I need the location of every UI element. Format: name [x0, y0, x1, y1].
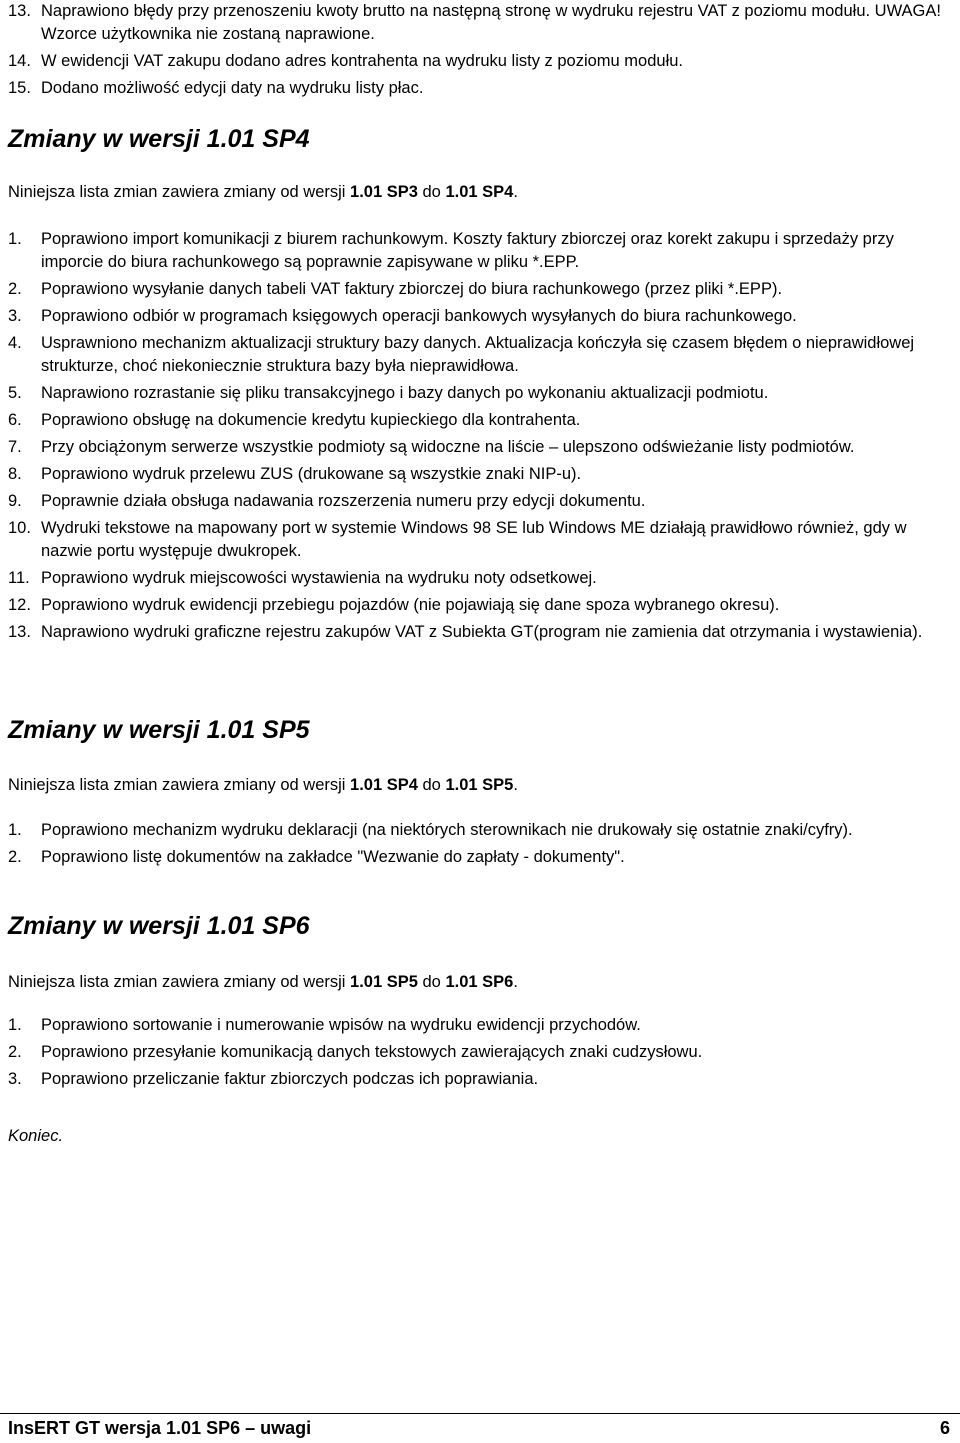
- list-item: [0, 1014, 960, 1037]
- list-item-text: Poprawiono wydruk przelewu ZUS (drukowane są wszystkie znaki NIP-u).: [41, 465, 582, 483]
- list-item-text: Poprawiono przesyłanie komunikacją danych tekstowych zawierających znaki cudzysłowu.: [41, 1043, 703, 1061]
- list-item-text: Poprawiono wydruk miejscowości wystawienia na wydruku noty odsetkowej.: [41, 569, 597, 587]
- list-item-text: Naprawiono wydruki graficzne rejestru zakupów VAT z Subiekta GT(program nie zamienia dat otrzymania i wystawienia).: [41, 623, 923, 641]
- list-item-text: Wydruki tekstowe na mapowany port w systemie Windows 98 SE lub Windows ME działają prawidłowo również, gdy w nazwie portu występuje dwukropek.: [41, 519, 907, 560]
- list-item-number: 3.: [8, 1070, 22, 1088]
- list-item-text: Naprawiono rozrastanie się pliku transakcyjnego i bazy danych po wykonaniu aktualizacji podmiotu.: [41, 384, 769, 402]
- list-item: [0, 1068, 960, 1091]
- list-item-number: 1.: [8, 821, 22, 839]
- list-item: [0, 1041, 960, 1064]
- list-item: [0, 517, 960, 563]
- list-item-text: Poprawiono wysyłanie danych tabeli VAT faktury zbiorczej do biura rachunkowego (przez pliki *.EPP).: [41, 280, 783, 298]
- footer-title: InsERT GT wersja 1.01 SP6 – uwagi: [8, 1418, 312, 1438]
- list-item: [0, 594, 960, 617]
- list-item-text: Poprawiono mechanizm wydruku deklaracji (na niektórych sterownikach nie drukowały się ostatnie znaki/cyfry).: [41, 821, 853, 839]
- list-item-number: 13.: [8, 2, 31, 20]
- list-item: [0, 77, 960, 100]
- list-item-text: Poprawiono obsługę na dokumencie kredytu kupieckiego dla kontrahenta.: [41, 411, 581, 429]
- list-item: [0, 567, 960, 590]
- section-sp5-intro-block: [0, 774, 960, 797]
- list-item-number: 8.: [8, 465, 22, 483]
- list-item-number: 1.: [8, 1016, 22, 1034]
- list-item: [0, 621, 960, 644]
- section-sp6-intro-block: [0, 971, 960, 994]
- list-item: [0, 332, 960, 378]
- list-item-number: 2.: [8, 280, 22, 298]
- list-item-number: 3.: [8, 307, 22, 325]
- section-title: Zmiany w wersji 1.01 SP4: [8, 125, 310, 153]
- list-item-text: Poprawiono import komunikacji z biurem rachunkowym. Koszty faktury zbiorczej oraz korekt zakupu i sprzedaży przy imporcie do biura rachunkowego są poprawnie zapisywane w pliku *.EPP.: [41, 230, 894, 271]
- list-item-number: 6.: [8, 411, 22, 429]
- list-item-text: Naprawiono błędy przy przenoszeniu kwoty brutto na następną stronę w wydruku rejestru VAT z poziomu modułu. UWAGA! Wzorce użytkownika nie zostaną naprawione.: [41, 2, 941, 43]
- list-item-number: 4.: [8, 334, 22, 352]
- section-sp6: [0, 911, 960, 941]
- list-item: [0, 278, 960, 301]
- page-footer: [0, 1413, 960, 1438]
- list-item: [0, 50, 960, 73]
- ending-text: Koniec.: [8, 1127, 64, 1145]
- section-sp6-list: [0, 1014, 960, 1091]
- list-item-number: 10.: [8, 519, 31, 537]
- list-item: [0, 846, 960, 869]
- list-item: [0, 0, 960, 46]
- list-item-text: Usprawniono mechanizm aktualizacji struktury bazy danych. Aktualizacja kończyła się czasem błędem o nieprawidłowej strukturze, choć niekoniecznie struktura bazy była nieprawidłowa.: [41, 334, 915, 375]
- ending-block: [0, 1125, 960, 1148]
- top-list: [0, 0, 960, 100]
- list-item: [0, 463, 960, 486]
- page-number: 6: [939, 1418, 950, 1438]
- list-item-number: 15.: [8, 79, 31, 97]
- list-item-number: 5.: [8, 384, 22, 402]
- section-sp5-list: [0, 819, 960, 869]
- list-item: [0, 409, 960, 432]
- list-item: [0, 228, 960, 274]
- list-item-text: Poprawnie działa obsługa nadawania rozszerzenia numeru przy edycji dokumentu.: [41, 492, 646, 510]
- list-item: [0, 305, 960, 328]
- section-sp5-list-block: [0, 819, 960, 873]
- section-intro: Niniejsza lista zmian zawiera zmiany od wersji 1.01 SP3 do 1.01 SP4.: [8, 183, 518, 201]
- list-item-number: 13.: [8, 623, 31, 641]
- top-list-block: [0, 0, 960, 104]
- list-item-number: 14.: [8, 52, 31, 70]
- list-item-text: Dodano możliwość edycji daty na wydruku listy płac.: [41, 79, 424, 97]
- section-title: Zmiany w wersji 1.01 SP6: [8, 912, 310, 940]
- section-sp6-list-block: [0, 1014, 960, 1095]
- list-item: [0, 382, 960, 405]
- list-item-text: Poprawiono sortowanie i numerowanie wpisów na wydruku ewidencji przychodów.: [41, 1016, 641, 1034]
- list-item-text: Poprawiono przeliczanie faktur zbiorczych podczas ich poprawiania.: [41, 1070, 539, 1088]
- list-item: [0, 490, 960, 513]
- section-intro: Niniejsza lista zmian zawiera zmiany od wersji 1.01 SP4 do 1.01 SP5.: [8, 776, 518, 794]
- section-sp4-list: [0, 228, 960, 644]
- list-item-number: 1.: [8, 230, 22, 248]
- list-item-text: Poprawiono listę dokumentów na zakładce "Wezwanie do zapłaty - dokumenty".: [41, 848, 625, 866]
- list-item-number: 2.: [8, 1043, 22, 1061]
- list-item-number: 9.: [8, 492, 22, 510]
- list-item-text: Poprawiono odbiór w programach księgowych operacji bankowych wysyłanych do biura rachunkowego.: [41, 307, 797, 325]
- list-item-number: 11.: [8, 569, 30, 587]
- list-item: [0, 436, 960, 459]
- list-item-number: 7.: [8, 438, 22, 456]
- list-item-text: Przy obciążonym serwerze wszystkie podmioty są widoczne na liście – ulepszono odświeżanie listy podmiotów.: [41, 438, 855, 456]
- list-item-text: Poprawiono wydruk ewidencji przebiegu pojazdów (nie pojawiają się dane spoza wybranego okresu).: [41, 596, 780, 614]
- section-sp4-intro-block: [0, 181, 960, 204]
- section-sp5: [0, 715, 960, 745]
- list-item-number: 2.: [8, 848, 22, 866]
- list-item-text: W ewidencji VAT zakupu dodano adres kontrahenta na wydruku listy z poziomu modułu.: [41, 52, 684, 70]
- section-intro: Niniejsza lista zmian zawiera zmiany od wersji 1.01 SP5 do 1.01 SP6.: [8, 973, 518, 991]
- section-sp4-list-block: [0, 228, 960, 648]
- list-item-number: 12.: [8, 596, 31, 614]
- section-title: Zmiany w wersji 1.01 SP5: [8, 716, 310, 744]
- section-sp4: [0, 124, 960, 154]
- list-item: [0, 819, 960, 842]
